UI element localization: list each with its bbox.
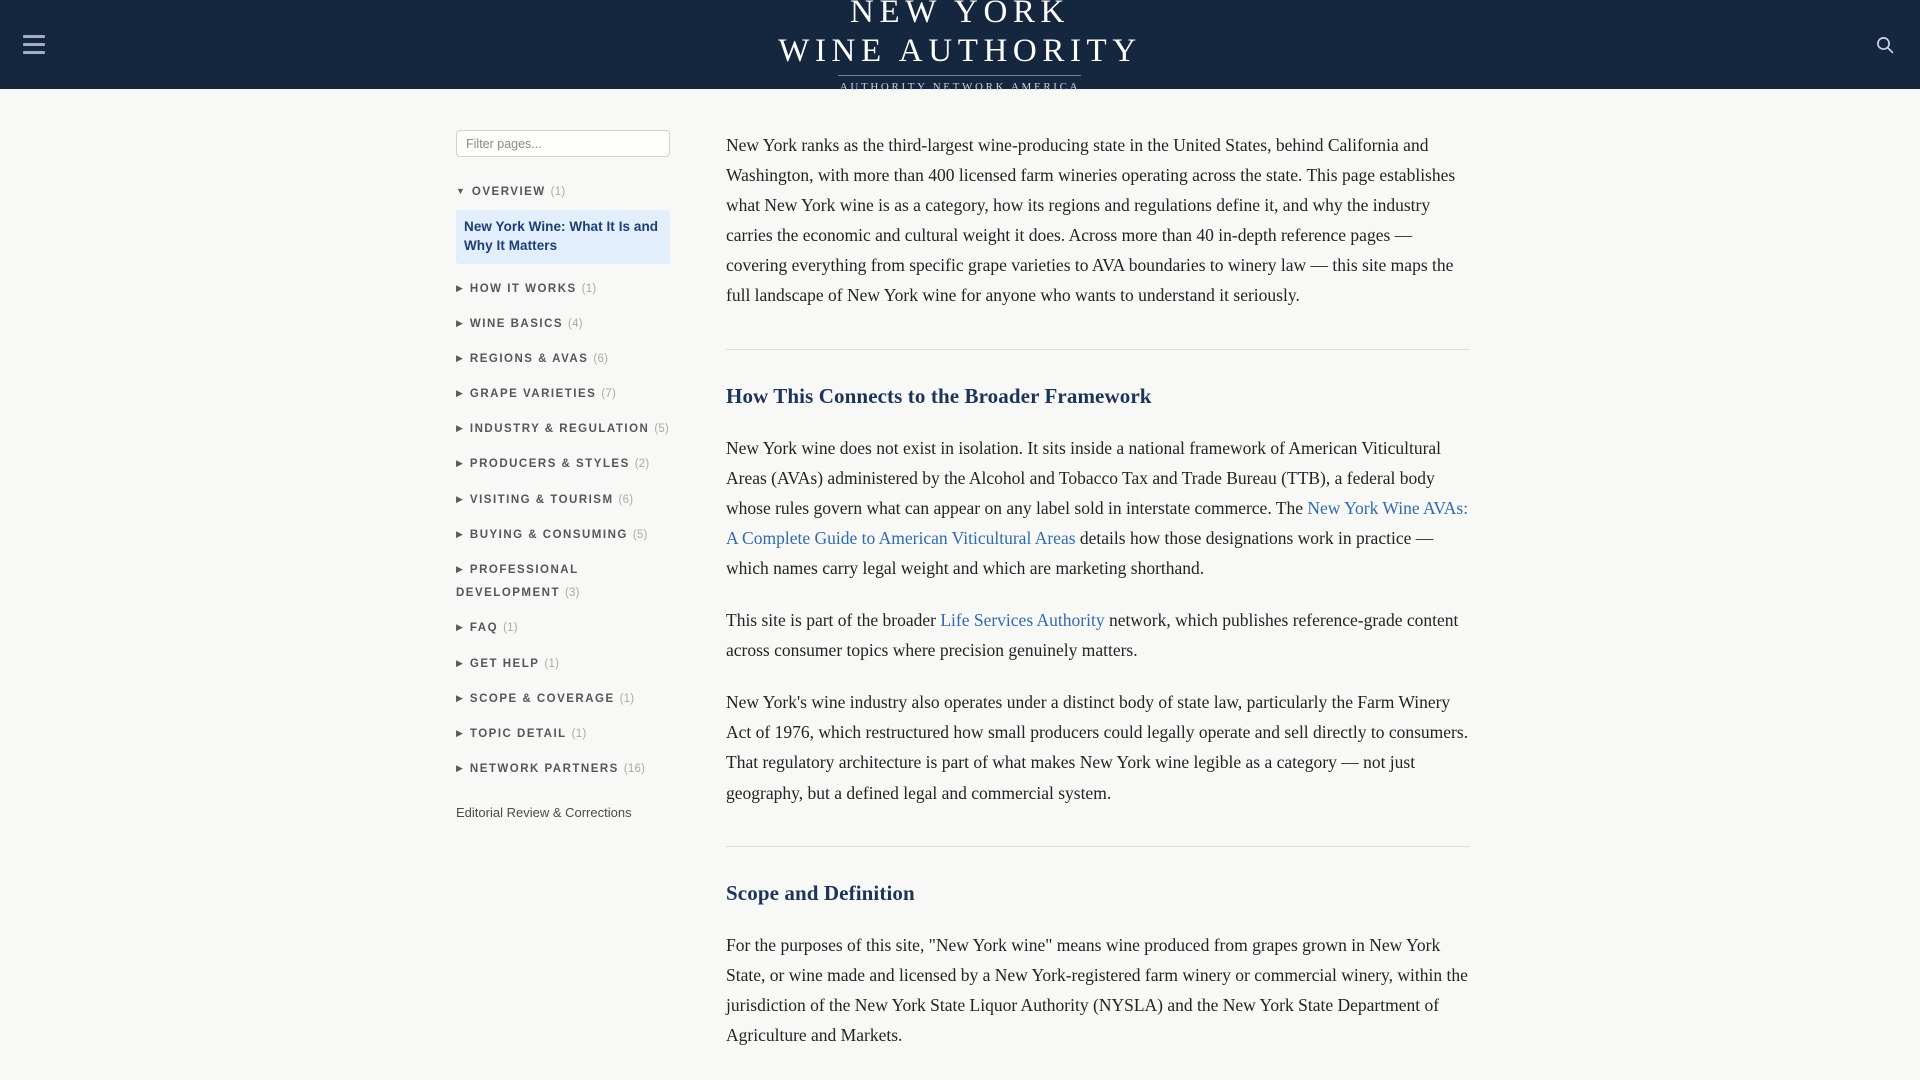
- framework-paragraph-2: [726, 605, 1470, 665]
- section-heading-scope: Scope and Definition: [726, 880, 915, 905]
- nav-group-overview: [456, 173, 670, 264]
- framework-paragraph-3: New York's wine industry also operates under a distinct body of state law, particularly the Farm Winery Act of 1976, which restructured how small producers could legally operate and sell directly to consumers. That regulatory architecture is part of what makes New York wine legible as a category — not just geography, but a defined legal and commercial system.: [726, 692, 1469, 803]
- framework-p2-text-before: This site is part of the broader: [726, 610, 941, 631]
- sidebar-group-count: (4): [568, 317, 583, 330]
- chevron-right-icon: ▶: [456, 352, 463, 363]
- hamburger-icon[interactable]: [14, 25, 54, 65]
- nav-group-how-it-works: [456, 270, 670, 305]
- sidebar-group-label: PRODUCERS & STYLES: [469, 458, 630, 471]
- sidebar-group-label: BUYING & CONSUMING: [469, 528, 628, 541]
- sidebar-group-how-it-works[interactable]: [456, 270, 670, 305]
- search-icon[interactable]: [1868, 28, 1902, 62]
- hamburger-bar: [23, 51, 45, 54]
- chevron-right-icon: ▶: [456, 282, 463, 293]
- intro-section: [726, 130, 1470, 315]
- sidebar-group-producers-styles[interactable]: [456, 445, 670, 480]
- nav-group-visiting-tourism: [456, 481, 670, 516]
- nav-group-industry-regulation: [456, 410, 670, 445]
- sidebar-group-label: REGIONS & AVAS: [469, 352, 589, 365]
- nav-group-wine-basics: [456, 305, 670, 340]
- nav-group-scope-coverage: [456, 680, 670, 715]
- sidebar-group-regions-avas[interactable]: [456, 340, 670, 375]
- framework-p1-text-before: New York wine does not exist in isolation. It sits inside a national framework of American Viticultural Areas (AVAs) administered by the Alcohol and Tobacco Tax and Trade Bureau (TTB), a federal body whose rules govern what can appear on any label sold in interstate commerce. The: [726, 437, 1442, 518]
- framework-section: [726, 384, 1470, 812]
- chevron-right-icon: ▶: [456, 763, 463, 774]
- sidebar-group-label: GET HELP: [469, 657, 540, 670]
- sidebar-group-count: (5): [632, 528, 648, 541]
- chevron-down-icon: ▼: [456, 186, 465, 196]
- framework-p2-text-after: network, which publishes reference-grade content across consumer topics where precision genuinely matters.: [726, 610, 1459, 661]
- sidebar-group-label: WINE BASICS: [469, 317, 564, 330]
- nav-group-professional-development: [456, 551, 670, 609]
- section-heading-framework: How This Connects to the Broader Framework: [726, 383, 1152, 408]
- intro-paragraph: New York ranks as the third-largest wine-producing state in the United States, behind California and Washington, with more than 400 licensed farm wineries operating across the state. This page establishes what New York wine is as a category, how its regions and regulations define it, and why the industry carries the economic and cultural weight it does. Across more than 40 in-depth reference pages — covering everything from specific grape varieties to AVA boundaries to winery law — this site maps the full landscape of New York wine for anyone who wants to understand it seriously.: [726, 135, 1456, 306]
- sidebar-group-label: OVERVIEW: [471, 186, 546, 198]
- scope-section: [726, 881, 1470, 1054]
- sidebar-group-grape-varieties[interactable]: [456, 375, 670, 410]
- sidebar-group-label: FAQ: [469, 622, 499, 635]
- chevron-right-icon: ▶: [456, 727, 463, 738]
- life-services-authority-link[interactable]: Life Services Authority: [940, 610, 1105, 631]
- sidebar-item-active-page[interactable]: New York Wine: What It Is and Why It Matters: [456, 210, 670, 263]
- chevron-right-icon: ▶: [456, 528, 463, 539]
- nav-group-get-help: [456, 645, 670, 680]
- sidebar-group-buying-consuming[interactable]: [456, 516, 670, 551]
- sidebar-group-count: (1): [619, 692, 635, 705]
- main-content: [726, 130, 1470, 1054]
- nav-group-buying-consuming: [456, 516, 670, 551]
- site-header: [0, 0, 1920, 93]
- nav-group-producers-styles: [456, 445, 670, 480]
- sidebar-group-label: GRAPE VARIETIES: [469, 388, 597, 401]
- chevron-right-icon: ▶: [456, 692, 463, 703]
- chevron-right-icon: ▶: [456, 622, 463, 633]
- sidebar-group-count: (6): [593, 352, 609, 365]
- chevron-right-icon: ▶: [456, 564, 463, 574]
- sidebar-group-topic-detail[interactable]: [456, 715, 670, 750]
- sidebar-group-label: HOW IT WORKS: [469, 282, 577, 295]
- chevron-right-icon: ▶: [456, 423, 463, 434]
- section-divider: [726, 349, 1470, 350]
- editorial-review-link[interactable]: Editorial Review & Corrections: [456, 805, 632, 821]
- nav-tree: [456, 173, 670, 785]
- hamburger-bar: [23, 43, 45, 46]
- sidebar-group-network-partners[interactable]: [456, 750, 670, 785]
- sidebar-group-professional-development[interactable]: [456, 551, 670, 609]
- framework-paragraph-1: [726, 433, 1470, 583]
- sidebar-group-label: NETWORK PARTNERS: [469, 763, 619, 776]
- brand-subtitle: AUTHORITY NETWORK AMERICA: [838, 75, 1081, 93]
- sidebar-group-count: (7): [601, 388, 617, 401]
- section-divider: [726, 846, 1470, 847]
- sidebar-group-overview[interactable]: [456, 173, 670, 208]
- sidebar-group-count: (6): [618, 493, 634, 506]
- chevron-right-icon: ▶: [456, 458, 463, 469]
- sidebar-group-count: (1): [503, 622, 518, 635]
- nav-group-network-partners: [456, 750, 670, 785]
- nav-group-topic-detail: [456, 715, 670, 750]
- sidebar-group-count: (2): [634, 458, 650, 471]
- nav-group-grape-varieties: [456, 375, 670, 410]
- site-brand[interactable]: [778, 0, 1142, 93]
- chevron-right-icon: ▶: [456, 317, 463, 328]
- sidebar-group-get-help[interactable]: [456, 645, 670, 680]
- sidebar-group-count: (1): [581, 282, 597, 295]
- framework-p1-text-after: details how those designations work in practice — which names carry legal weight and which are marketing shorthand.: [726, 527, 1434, 578]
- chevron-right-icon: ▶: [456, 388, 463, 399]
- sidebar-group-faq[interactable]: [456, 609, 670, 644]
- sidebar-group-count: (16): [623, 763, 646, 776]
- scope-paragraph-1: For the purposes of this site, "New York wine" means wine produced from grapes grown in New York State, or wine made and licensed by a New York-registered farm winery or commercial winery, within the jurisdiction of the New York State Liquor Authority (NYSLA) and the New York State Department of Agriculture and Markets.: [726, 934, 1468, 1045]
- sidebar-group-count: (1): [550, 186, 566, 198]
- sidebar-group-visiting-tourism[interactable]: [456, 481, 670, 516]
- sidebar-group-count: (1): [544, 657, 560, 670]
- sidebar-group-label: SCOPE & COVERAGE: [469, 692, 615, 705]
- nav-group-faq: [456, 609, 670, 644]
- sidebar-group-count: (5): [654, 423, 670, 436]
- sidebar-group-label: TOPIC DETAIL: [469, 727, 567, 740]
- sidebar-group-count: (3): [564, 587, 580, 600]
- nav-group-regions-avas: [456, 340, 670, 375]
- brand-title-line2: WINE AUTHORITY: [778, 33, 1142, 69]
- page-body: [0, 89, 1920, 1054]
- hamburger-bar: [23, 35, 45, 38]
- sidebar-group-label: INDUSTRY & REGULATION: [469, 423, 650, 436]
- chevron-right-icon: ▶: [456, 493, 463, 504]
- sidebar-group-wine-basics[interactable]: [456, 305, 670, 340]
- filter-pages-input[interactable]: [456, 130, 670, 157]
- sidebar-group-industry-regulation[interactable]: [456, 410, 670, 445]
- sidebar-group-label: VISITING & TOURISM: [469, 493, 614, 506]
- chevron-right-icon: ▶: [456, 657, 463, 668]
- sidebar-group-label: PROFESSIONAL DEVELOPMENT: [456, 564, 579, 600]
- sidebar-group-count: (1): [571, 727, 587, 740]
- sidebar-group-scope-coverage[interactable]: [456, 680, 670, 715]
- ava-guide-link[interactable]: New York Wine AVAs: A Complete Guide to American Viticultural Areas: [726, 497, 1469, 548]
- brand-title-line1: NEW YORK: [850, 0, 1070, 30]
- sidebar-navigation: [456, 130, 670, 820]
